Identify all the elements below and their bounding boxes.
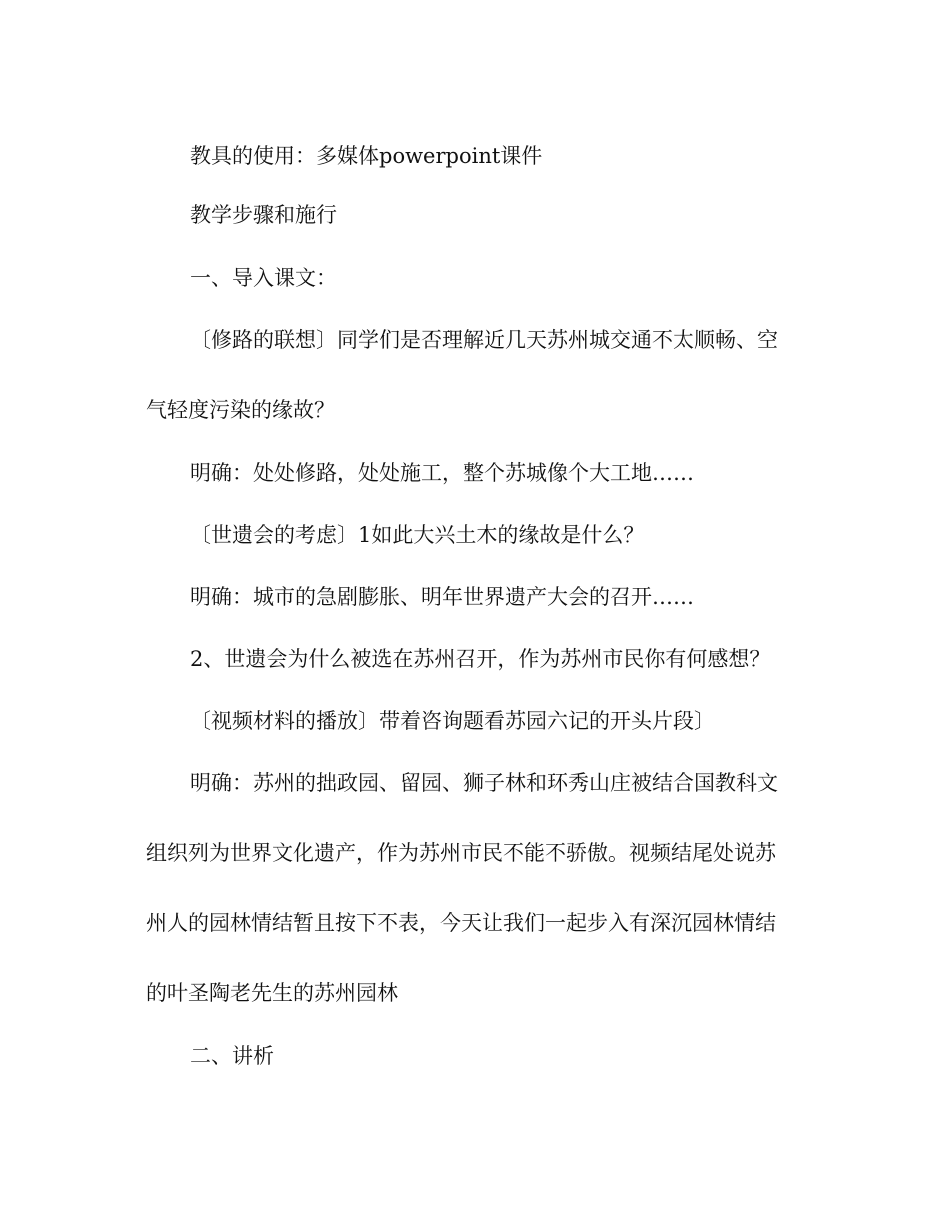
paragraph-line: 明确：处处修路，处处施工，整个苏城像个大工地…… [190, 461, 694, 485]
paragraph-line: 2、世遗会为什么被选在苏州召开，作为苏州市民你有何感想？ [190, 647, 771, 671]
paragraph-line: 的叶圣陶老先生的苏州园林 [146, 981, 398, 1005]
paragraph-line: 〔世遗会的考虑〕1如此大兴土木的缘故是什么？ [190, 523, 645, 547]
paragraph-line: 州人的园林情结暂且按下不表，今天让我们一起步入有深沉园林情结 [146, 911, 776, 935]
paragraph-line: 组织列为世界文化遗产，作为苏州市民不能不骄傲。视频结尾处说苏 [146, 841, 776, 865]
section-two-heading: 二、讲析 [190, 1044, 274, 1068]
paragraph-line: 明确：苏州的拙政园、留园、狮子林和环秀山庄被结合国教科文 [190, 771, 778, 795]
paragraph-line: 明确：城市的急剧膨胀、明年世界遗产大会的召开…… [190, 585, 694, 609]
paragraph-line: 气轻度污染的缘故？ [146, 398, 335, 422]
section-one-heading: 一、导入课文： [190, 266, 337, 290]
paragraph-line: 〔修路的联想〕同学们是否理解近几天苏州城交通不太顺畅、空 [190, 328, 778, 352]
teaching-steps-heading: 教学步骤和施行 [190, 203, 337, 227]
paragraph-line: 〔视频材料的播放〕带着咨询题看苏园六记的开头片段〕 [190, 709, 715, 733]
teaching-aids-line: 教具的使用：多媒体powerpoint课件 [190, 144, 543, 168]
